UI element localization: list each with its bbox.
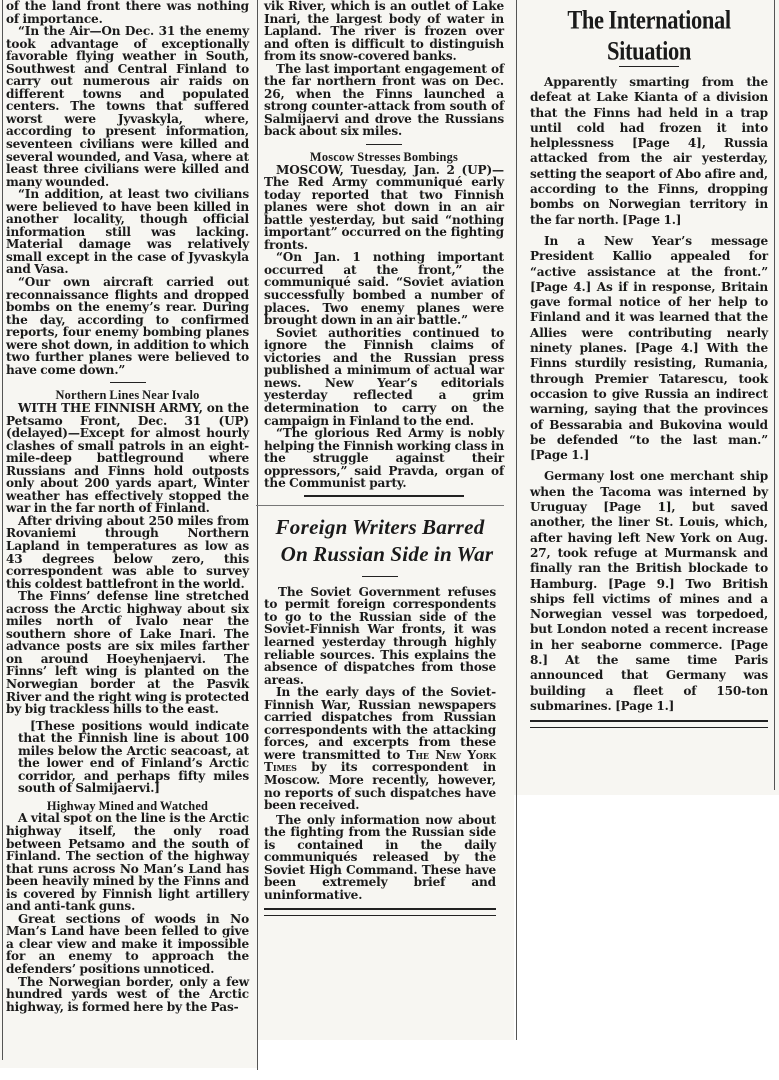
subheading-highway: Highway Mined and Watched <box>46 798 209 813</box>
paragraph: In a New Year’s message President Kallio appealed for “active assistance at the front.” [Page 4.] As if in response, Britain gave formal notice of her help to Finland and it was learned that the Allies were contributing nearly ninety planes. [Page 4.] With the Finns sturdily resisting, Rumania, through Premier Tatarescu, took occasion to give Russia an indirect warning, saying that the provinces of Bessarabia and Bukovina would be defended “to the last man.” [Page 1.] <box>530 233 768 463</box>
column-3 <box>530 0 768 728</box>
column-divider-left <box>2 0 3 1060</box>
paragraph: Soviet authorities continued to ignore the Finnish claims of victories and the Russian press published a minimum of actual war news. New Year’s editorials yesterday reflected a grim determination to carry on the campaign in Finland to the end. <box>264 325 504 428</box>
paragraph: The Finns’ defense line stretched across the Arctic highway about six miles north of Ivalo near the southern shore of Lake Inari. The advance posts are six miles farther on around Hoeyhenjaervi. The Finns’ left wing is planted on the Norwegian border at the Pasvik River and the right wing is protected by big trackless hills to the east. <box>6 589 249 717</box>
paragraph: “On Jan. 1 nothing important occurred at the front,” the communiqué said. “Soviet aviation successfully bombed a number of places. Two enemy planes were brought down in an air battle.” <box>264 250 504 328</box>
paragraph: “In addition, at least two civilians were believed to have been killed in another locality, though official information still was lacking. Material damage was relatively small except in the case of Jyvaskyla and Vasa. <box>6 187 249 277</box>
boxed-headline <box>264 514 496 568</box>
closing-rule <box>530 720 768 728</box>
paragraph: After driving about 250 miles from Rovaniemi through Northern Lapland in temperatures as low as 43 degrees below zero, this correspondent was able to survey this coldest battlefront in the world. <box>6 513 249 591</box>
paragraph: Germany lost one merchant ship when the Tacoma was interned by Uruguay [Page 1], but saved another, the liner St. Louis, which, after having left New York on Aug. 27, took refuge at Murmansk and finally ran the British blockade to Hamburg. [Page 9.] Two British ships fell victims of mines and a Norwegian vessel was torpedoed, but London noted a recent increase in her seaborne commerce. [Page 8.] At the same time Paris announced that Germany was building a fleet of 150-ton submarines. [Page 1.] <box>530 469 768 713</box>
headline-line-2: On Russian Side in War <box>280 541 494 566</box>
paragraph: Apparently smarting from the defeat at Lake Kianta of a division that the Finns had held in a trap until cold had frozen it into helplessness [Page 4], Russia attacked from the air yesterday, setting the seaport of Abo afire and, according to the Finns, dropping bombs on Norwegian territory in the far north. [Page 1.] <box>530 75 768 227</box>
section-rule <box>366 144 402 145</box>
paragraph: The Norwegian border, only a few hundred yards west of the Arctic highway, is formed here by the Pas- <box>6 974 249 1014</box>
paragraph: The only information now about the fighting from the Russian side is contained in the daily communiqués released by the Soviet High Command. These have been extremely brief and uninformative. <box>264 812 496 902</box>
column-1 <box>6 0 249 1013</box>
paragraph: The last important engagement of the far northern front was on Dec. 26, when the Finns launched a strong counter-attack from south of Salmijaervi and drove the Russians back about six miles. <box>264 61 504 139</box>
section-rule <box>110 382 146 383</box>
paragraph: MOSCOW, Tuesday, Jan. 2 (UP)—The Red Army communiqué early today reported that two Finnish planes were shot down in an air battle yesterday, but said “nothing important” occurred on the fighting fronts. <box>264 162 504 252</box>
column-divider-right <box>774 0 775 790</box>
section-rule <box>304 495 464 497</box>
section-title: The International Situation <box>567 5 731 66</box>
paragraph: The Soviet Government refuses to permit foreign correspondents to go to the Russian side of the Soviet-Finnish War fronts, it was learned yesterday through highly reliable sources. This explains the absence of dispatches from those areas. <box>264 584 496 687</box>
paragraph: “Our own aircraft carried out reconnaissance flights and dropped bombs on the enemy’s rear. During the day, according to confirmed reports, four enemy bombing planes were shot down, in addition to which two further planes were believed to have come down.” <box>6 275 249 377</box>
subheading-moscow: Moscow Stresses Bombings <box>309 150 459 165</box>
paragraph: WITH THE FINNISH ARMY, on the Petsamo Front, Dec. 31 (UP) (delayed)—Except for almost hourly clashes of small patrols in an eight-mile-deep battleground where Russians and Finns hold outposts only about 200 yards apart, Winter weather has effectively stopped the war in the far north of Finland. <box>6 400 249 516</box>
paragraph: “The glorious Red Army is nobly helping the Finnish working class in the struggle against their oppressors,” said Pravda, organ of the Communist party. <box>264 426 504 491</box>
column-2 <box>264 0 504 916</box>
paragraph: Great sections of woods in No Man’s Land have been felled to give a clear view and make it impossible for an enemy to approach the defenders’ positions unnoticed. <box>6 911 249 977</box>
paragraph: of the land front there was nothing of importance. <box>6 0 249 26</box>
column-divider-2-3 <box>516 0 517 1040</box>
paragraph <box>264 686 496 811</box>
text: by its correspondent in Moscow. More recently, however, no reports of such dispatches have been received. <box>264 760 496 813</box>
paragraph: vik River, which is an outlet of Lake Inari, the largest body of water in Lapland. The river is frozen over and often is difficult to distinguish from its snow-covered banks. <box>264 0 504 64</box>
editor-note: [These positions would indicate that the Finnish line is about 100 miles below the Arctic seacoast, at the lower end of Finland’s Arctic corridor, and perhaps fifty miles south of Salmijaervi.] <box>18 718 249 796</box>
subheading-northern-lines: Northern Lines Near Ivalo <box>55 388 200 403</box>
headline-line-1: Foreign Writers Barred <box>275 514 485 539</box>
boxed-article <box>256 505 504 917</box>
section-rule <box>362 576 398 577</box>
newspaper-name: The New York Times <box>264 747 496 775</box>
paragraph: “In the Air—On Dec. 31 the enemy took advantage of exceptionally favorable flying weather in South, Southwest and Central Finland to carry out numerous air raids on different towns and populated centers. The towns that suffered worst were Jyvaskyla, where, according to present information, seventeen civilians were killed and several wounded, and Vasa, where at least three civilians were killed and many wounded. <box>6 24 249 189</box>
text: In the early days of the Soviet-Finnish War, Russian newspapers carried dispatches from Russian correspondents with the attacking forces, and excerpts from these were transmitted to <box>264 685 496 762</box>
closing-rule <box>264 908 496 916</box>
paragraph: A vital spot on the line is the Arctic highway itself, the only road between Petsamo and the south of Finland. The section of the highway that runs across No Man’s Land has been heavily mined by the Finns and is covered by Finnish light artillery and anti-tank guns. <box>6 811 249 914</box>
